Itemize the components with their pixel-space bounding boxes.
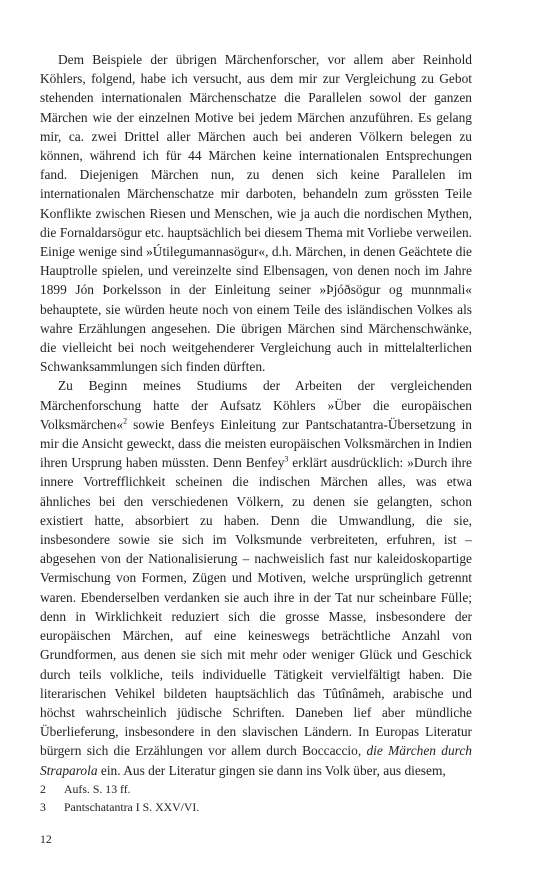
footnotes: [40, 780, 472, 816]
footnote-2: [40, 780, 472, 798]
paragraph-2-part-a: Zu Beginn meines Studiums der Arbeiten der vergleichenden Märchenforschung hatte der Aufsatz Köhlers »Über die europäischen Volksmärchen«: [40, 378, 472, 432]
footnote-number: 3: [40, 800, 46, 814]
footnote-text: Pantschatantra I S. XXV/VI.: [64, 800, 200, 814]
paragraph-2-italic: die Märchen durch Straparola: [40, 743, 473, 778]
paragraph-2-part-b: sowie Benfeys Einleitung zur Pantschatantra-Übersetzung in mir die Ansicht geweckt, dass die meisten europäischen Volksmärchen in Indien ihren Ursprung haben müssten. Denn Benfey: [40, 416, 472, 471]
footnote-text: Aufs. S. 13 ff.: [64, 782, 131, 796]
paragraph-1: Dem Beispiele der übrigen Märchenforscher, vor allem aber Reinhold Köhlers, folgend, habe ich versucht, aus dem mir zur Vergleichung zu Gebot stehenden internationalen Märchenschatze die Parallelen sowol der ganzen Märchen wie der einzelnen Motive bei jedem Märchen anzuführen. Es gelang mir, ca. zwei Drittel aller Märchen auch bei anderen Völkern belegen zu können, während ich für 44 Märchen keine internationalen Entsprechungen fand. Diejenigen Märchen nun, zu denen sich keine Parallelen im internationalen Märchenschatze mir darboten, behandeln zum grössten Teile Konflikte zwischen Riesen und Menschen, wie ja auch die nordischen Mythen, die Fornaldarsögur etc. hauptsächlich bei diesem Thema mit Vorliebe verweilen. Einige wenige sind »Útilegumannasögur«, d.h. Märchen, in denen Geächtete die Hauptrolle spielen, und vereinzelte sind Elbensagen, von denen noch im Jahre 1899 Jón Þorkelsson in der Einleitung seiner »Þjóðsögur og munnmali« behauptete, sie würden heute noch von einem Teile des isländischen Volkes als wahre Erzählungen angesehen. Die übrigen Märchen sind Märchenschwänke, die vielleicht bei noch weitgehenderer Vergleichung auch in mittelalterlichen Schwanksammlungen sich finden dürften.: [40, 52, 472, 375]
footnote-3: [40, 798, 472, 816]
main-text: [40, 50, 472, 780]
paragraph-2-part-d: ein. Aus der Literatur gingen sie dann ins Volk über, aus diesem,: [97, 762, 446, 778]
paragraph-2: [40, 376, 472, 779]
footnote-ref-2[interactable]: 2: [123, 416, 128, 426]
paragraph-2-part-c: erklärt ausdrücklich: »Durch ihre innere Vortrefflichkeit scheinen die indischen Märchen alles, was etwa ähnliches bei den verschiedenen Völkern, zu denen sie gelangten, schon existiert hatte, absorbiert zu haben. Denn die Umwandlung, die sie, insbesondere sowie sie sich im Volksmunde verbreiteten, erfuhren, ist – abgesehen von der Nationalisierung – nachweislich fast nur kaleidoskopartige Vermischung von Formen, Zügen und Motiven, welche ursprünglich getrennt waren. Ebenderselben verdanken sie auch ihre in der Tat nur scheinbare Fülle; denn in Wirklichkeit reduziert sich die grosse Masse, insbesondere der europäischen Märchen, auf eine keineswegs beträchtliche Anzahl von Grundformen, aus denen sie sich mit mehr oder weniger Glück und Geschick durch teils volkliche, teils individuelle Tätigkeit vervielfältigt haben. Die literarischen Vehikel bildeten hauptsächlich das Tûtînâmeh, arabische und höchst wahrscheinlich jüdische Schriften. Daneben lief aber mündliche Überlieferung, insbesondere in den slavischen Ländern. In Europas Literatur bürgern sich die Erzählungen vor allem durch Boccaccio,: [40, 455, 472, 759]
footnote-ref-3[interactable]: 3: [284, 454, 289, 464]
footnote-number: 2: [40, 782, 46, 796]
page-number: 12: [40, 832, 52, 846]
